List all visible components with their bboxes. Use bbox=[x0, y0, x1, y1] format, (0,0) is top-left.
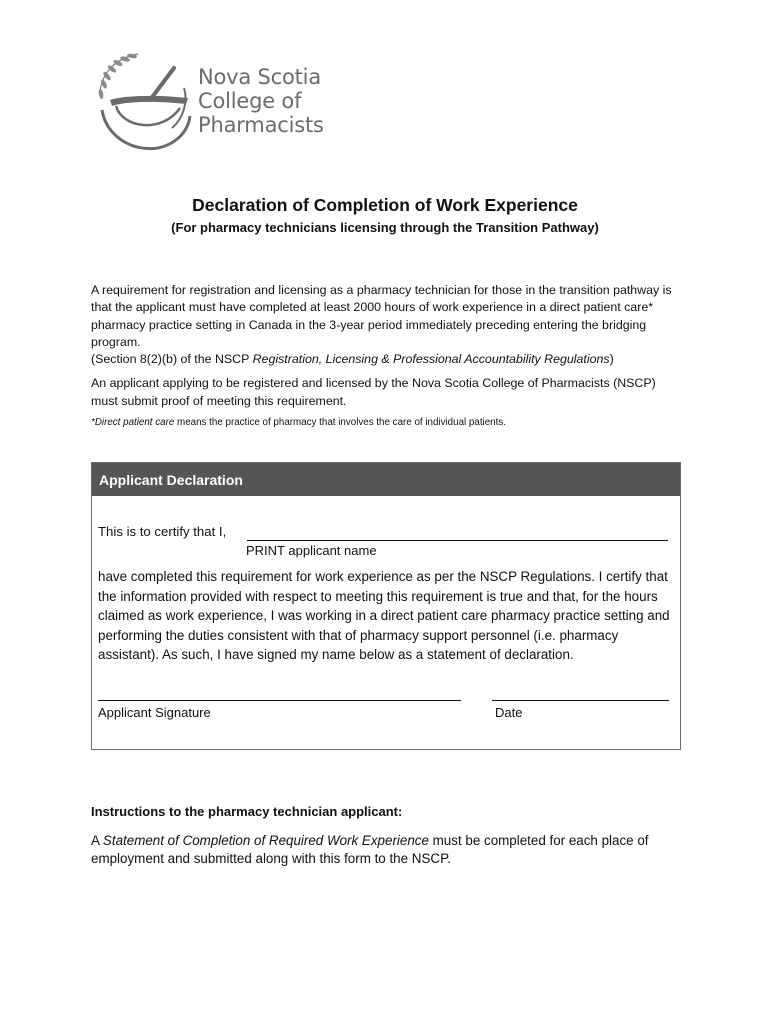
footnote bbox=[91, 416, 681, 429]
date-field[interactable] bbox=[492, 700, 669, 701]
certification-text: have completed this requirement for work experience as per the NSCP Regulations. I certify that the information provided with respect to meeting this requirement is true and that, for the hours claimed as work experience, I was working in a direct patient care pharmacy practice setting and performing the duties consistent with that of pharmacy support personnel (i.e. pharmacy assistant). As such, I have signed my name below as a statement of declaration. bbox=[98, 569, 670, 663]
logo-wordmark bbox=[198, 65, 324, 137]
footnote-term: *Direct patient care bbox=[91, 417, 175, 429]
signature-field[interactable] bbox=[98, 700, 461, 701]
nscp-logo bbox=[92, 48, 332, 158]
document-title: Declaration of Completion of Work Experience bbox=[192, 195, 578, 215]
intro-paragraph-2: An applicant applying to be registered and licensed by the Nova Scotia College of Pharmacists (NSCP) must submit proof of meeting this requirement. bbox=[91, 376, 656, 408]
instructions-prefix: A bbox=[91, 833, 103, 848]
applicant-name-field[interactable] bbox=[247, 540, 668, 541]
statement-form-title: Statement of Completion of Required Work Experience bbox=[102, 833, 429, 848]
declaration-header: Applicant Declaration bbox=[92, 463, 680, 496]
section-reference bbox=[91, 351, 681, 368]
logo-line-1: Nova Scotia bbox=[198, 65, 321, 89]
certify-label: This is to certify that I, bbox=[98, 524, 227, 539]
footnote-definition: means the practice of pharmacy that involves the care of individual patients. bbox=[174, 417, 506, 429]
logo-line-3: Pharmacists bbox=[198, 113, 324, 137]
name-caption: PRINT applicant name bbox=[246, 543, 377, 558]
intro-paragraph-1: A requirement for registration and licensing as a pharmacy technician for those in the transition pathway is that the applicant must have completed at least 2000 hours of work experience in a direct patient care* pharmacy practice setting in Canada in the 3-year period immediately preceding entering the bridging program. bbox=[91, 283, 672, 349]
signature-caption: Applicant Signature bbox=[98, 705, 211, 720]
instructions-heading: Instructions to the pharmacy technician applicant: bbox=[91, 804, 403, 819]
section-suffix: ) bbox=[609, 352, 614, 367]
regulations-title: Registration, Licensing & Professional Accountability Regulations bbox=[252, 352, 610, 367]
document-subtitle: (For pharmacy technicians licensing through the Transition Pathway) bbox=[171, 220, 599, 235]
intro-section bbox=[91, 282, 681, 429]
instructions-suffix: must be completed for each place of employment and submitted along with this form to the NSCP. bbox=[91, 833, 649, 866]
section-prefix: (Section 8(2)(b) of the NSCP bbox=[91, 352, 253, 367]
applicant-declaration-box bbox=[91, 462, 681, 750]
mortar-pestle-emblem-icon bbox=[92, 48, 202, 158]
instructions-text bbox=[91, 832, 691, 867]
date-caption: Date bbox=[495, 705, 523, 720]
logo-line-2: College of bbox=[198, 89, 302, 113]
